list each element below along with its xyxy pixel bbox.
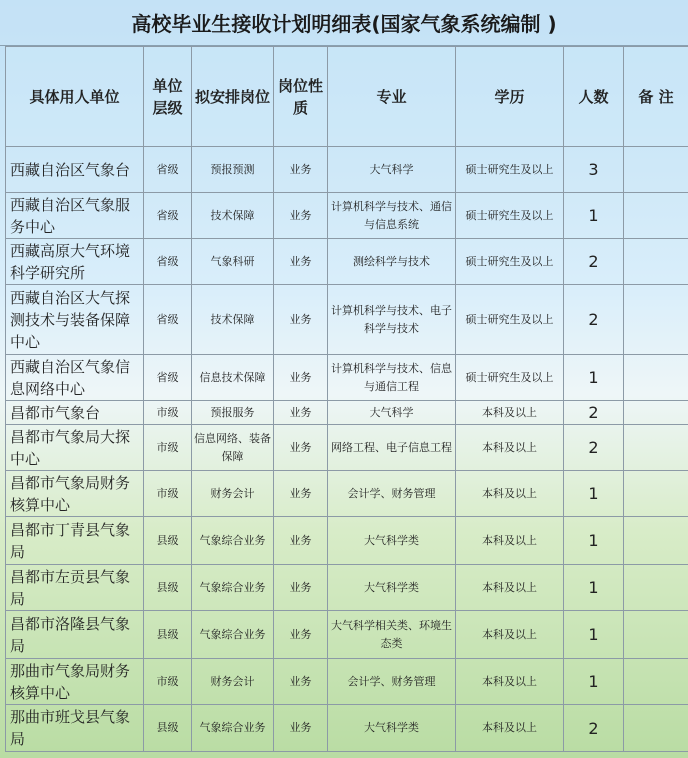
cell-nature: 业务 — [274, 401, 328, 425]
cell-level: 省级 — [144, 147, 192, 193]
cell-level: 县级 — [144, 517, 192, 565]
cell-major: 计算机科学与技术、通信与信息系统 — [328, 193, 456, 239]
cell-unit: 西藏自治区大气探测技术与装备保障中心 — [6, 285, 144, 355]
cell-major: 大气科学 — [328, 401, 456, 425]
header-level: 单位层级 — [144, 47, 192, 147]
cell-unit: 那曲市班戈县气象局 — [6, 705, 144, 752]
cell-nature: 业务 — [274, 193, 328, 239]
cell-post: 气象综合业务 — [192, 705, 274, 752]
cell-nature: 业务 — [274, 355, 328, 401]
table-row — [6, 285, 688, 355]
header-unit: 具体用人单位 — [6, 47, 144, 147]
cell-unit: 西藏高原大气环境科学研究所 — [6, 239, 144, 285]
cell-nature: 业务 — [274, 659, 328, 705]
cell-level: 市级 — [144, 471, 192, 517]
cell-unit: 昌都市左贡县气象局 — [6, 565, 144, 611]
cell-unit: 西藏自治区气象服务中心 — [6, 193, 144, 239]
cell-note — [624, 659, 688, 705]
cell-note — [624, 705, 688, 752]
cell-post: 财务会计 — [192, 471, 274, 517]
cell-note — [624, 565, 688, 611]
cell-post: 信息技术保障 — [192, 355, 274, 401]
cell-level: 县级 — [144, 705, 192, 752]
cell-level: 省级 — [144, 239, 192, 285]
cell-nature: 业务 — [274, 471, 328, 517]
cell-count: 1 — [564, 659, 624, 705]
cell-nature: 业务 — [274, 517, 328, 565]
cell-major: 会计学、财务管理 — [328, 471, 456, 517]
cell-level: 市级 — [144, 401, 192, 425]
cell-education: 硕士研究生及以上 — [456, 285, 564, 355]
cell-nature: 业务 — [274, 285, 328, 355]
header-row — [6, 47, 688, 147]
table-row — [6, 659, 688, 705]
cell-count: 2 — [564, 705, 624, 752]
cell-education: 本科及以上 — [456, 425, 564, 471]
header-nature: 岗位性质 — [274, 47, 328, 147]
plan-table — [5, 46, 688, 752]
cell-level: 县级 — [144, 611, 192, 659]
cell-education: 本科及以上 — [456, 401, 564, 425]
cell-major: 计算机科学与技术、电子科学与技术 — [328, 285, 456, 355]
table-row — [6, 239, 688, 285]
cell-nature: 业务 — [274, 239, 328, 285]
cell-post: 气象综合业务 — [192, 565, 274, 611]
cell-count: 1 — [564, 471, 624, 517]
cell-major: 大气科学类 — [328, 705, 456, 752]
table-title: 高校毕业生接收计划明细表(国家气象系统编制 ) — [0, 0, 688, 46]
cell-post: 技术保障 — [192, 285, 274, 355]
cell-post: 预报服务 — [192, 401, 274, 425]
cell-post: 预报预测 — [192, 147, 274, 193]
cell-note — [624, 425, 688, 471]
cell-note — [624, 401, 688, 425]
cell-education: 本科及以上 — [456, 611, 564, 659]
header-major: 专业 — [328, 47, 456, 147]
cell-note — [624, 193, 688, 239]
cell-education: 本科及以上 — [456, 705, 564, 752]
cell-note — [624, 239, 688, 285]
cell-count: 2 — [564, 425, 624, 471]
cell-major: 计算机科学与技术、信息与通信工程 — [328, 355, 456, 401]
cell-count: 1 — [564, 611, 624, 659]
cell-unit: 昌都市气象局大探中心 — [6, 425, 144, 471]
cell-note — [624, 355, 688, 401]
header-note: 备 注 — [624, 47, 688, 147]
cell-education: 硕士研究生及以上 — [456, 147, 564, 193]
cell-unit: 昌都市洛隆县气象局 — [6, 611, 144, 659]
cell-major: 大气科学相关类、环境生态类 — [328, 611, 456, 659]
table-row — [6, 565, 688, 611]
cell-post: 气象综合业务 — [192, 611, 274, 659]
table-row — [6, 193, 688, 239]
cell-unit: 昌都市丁青县气象局 — [6, 517, 144, 565]
table-row — [6, 471, 688, 517]
cell-count: 1 — [564, 517, 624, 565]
cell-nature: 业务 — [274, 565, 328, 611]
table-row — [6, 705, 688, 752]
cell-level: 省级 — [144, 355, 192, 401]
cell-count: 2 — [564, 239, 624, 285]
cell-nature: 业务 — [274, 705, 328, 752]
cell-nature: 业务 — [274, 425, 328, 471]
header-education: 学历 — [456, 47, 564, 147]
cell-unit: 那曲市气象局财务核算中心 — [6, 659, 144, 705]
table-row — [6, 147, 688, 193]
table-row — [6, 517, 688, 565]
cell-count: 1 — [564, 193, 624, 239]
cell-education: 硕士研究生及以上 — [456, 355, 564, 401]
cell-major: 大气科学类 — [328, 517, 456, 565]
cell-post: 财务会计 — [192, 659, 274, 705]
table-row — [6, 355, 688, 401]
cell-post: 气象综合业务 — [192, 517, 274, 565]
cell-nature: 业务 — [274, 611, 328, 659]
cell-education: 本科及以上 — [456, 565, 564, 611]
cell-note — [624, 517, 688, 565]
cell-major: 会计学、财务管理 — [328, 659, 456, 705]
cell-unit: 昌都市气象台 — [6, 401, 144, 425]
cell-note — [624, 285, 688, 355]
cell-unit: 昌都市气象局财务核算中心 — [6, 471, 144, 517]
cell-education: 本科及以上 — [456, 659, 564, 705]
cell-major: 测绘科学与技术 — [328, 239, 456, 285]
cell-count: 2 — [564, 401, 624, 425]
cell-nature: 业务 — [274, 147, 328, 193]
cell-note — [624, 147, 688, 193]
cell-post: 气象科研 — [192, 239, 274, 285]
cell-level: 市级 — [144, 425, 192, 471]
table-row — [6, 401, 688, 425]
cell-education: 本科及以上 — [456, 517, 564, 565]
cell-education: 硕士研究生及以上 — [456, 239, 564, 285]
cell-count: 3 — [564, 147, 624, 193]
cell-note — [624, 611, 688, 659]
cell-education: 硕士研究生及以上 — [456, 193, 564, 239]
cell-count: 1 — [564, 565, 624, 611]
cell-major: 大气科学 — [328, 147, 456, 193]
cell-level: 省级 — [144, 193, 192, 239]
cell-unit: 西藏自治区气象台 — [6, 147, 144, 193]
cell-major: 网络工程、电子信息工程 — [328, 425, 456, 471]
table-row — [6, 611, 688, 659]
cell-level: 县级 — [144, 565, 192, 611]
table-row — [6, 425, 688, 471]
cell-level: 省级 — [144, 285, 192, 355]
header-count: 人数 — [564, 47, 624, 147]
cell-count: 2 — [564, 285, 624, 355]
cell-education: 本科及以上 — [456, 471, 564, 517]
header-post: 拟安排岗位 — [192, 47, 274, 147]
table-body — [6, 147, 688, 752]
cell-major: 大气科学类 — [328, 565, 456, 611]
cell-post: 技术保障 — [192, 193, 274, 239]
cell-count: 1 — [564, 355, 624, 401]
cell-level: 市级 — [144, 659, 192, 705]
cell-post: 信息网络、装备保障 — [192, 425, 274, 471]
cell-note — [624, 471, 688, 517]
cell-unit: 西藏自治区气象信息网络中心 — [6, 355, 144, 401]
